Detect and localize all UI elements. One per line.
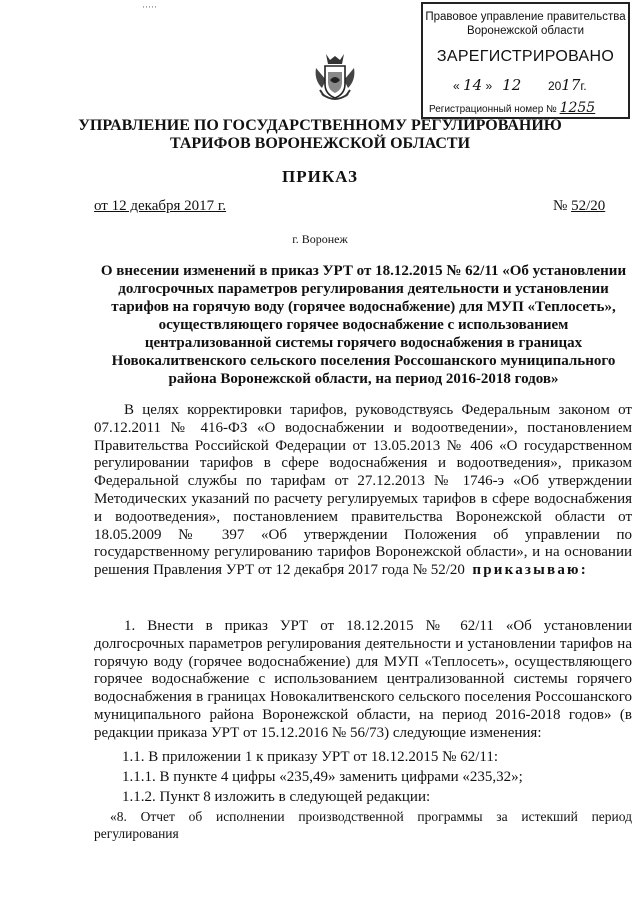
document-number [553,198,605,215]
corner-marks: ····· [142,2,157,12]
stamp-reg-label: Регистрационный номер № [429,104,557,115]
document-number-prefix: № [553,198,572,214]
stamp-date-sep: » [485,79,493,93]
stamp-date-suffix: г. [580,79,587,93]
clause-1-1-1: 1.1.1. В пункте 4 цифры «235,49» заменить цифрами «235,32»; [122,769,523,785]
header-line1: УПРАВЛЕНИЕ ПО ГОСУДАРСТВЕННОМУ РЕГУЛИРОВАНИЮ [78,117,562,134]
stamp-date-year: 17 [561,76,581,94]
clause-1-1: 1.1. В приложении 1 к приказу УРТ от 18.12.2015 № 62/11: [122,749,499,765]
stamp-org-line2: Воронежской области [466,25,585,37]
stamp-registered-label: ЗАРЕГИСТРИРОВАНО [436,48,615,65]
document-city: г. Воронеж [292,232,348,246]
clause-8-paragraph: «8. Отчет об исполнении производственной программы за истекший период регулирования [94,809,632,841]
coat-of-arms-icon [312,50,358,104]
document-date: от 12 декабря 2017 г. [94,198,227,214]
stamp-date-day: 14 [463,76,483,94]
order-command: приказываю: [472,562,588,579]
document-number-value: 52/20 [571,198,606,214]
preamble-paragraph [94,402,632,580]
stamp-reg-number [429,100,595,116]
document-type: ПРИКАЗ [282,167,358,186]
header-line2: ТАРИФОВ ВОРОНЕЖСКОЙ ОБЛАСТИ [169,135,471,152]
preamble-text: В целях корректировки тарифов, руководствуясь Федеральным законом от 07.12.2011 № 416-ФЗ «О водоснабжении и водоотведении», постановлением Правительства Российской Федерации от 13.05.2013 № 406 «О государственном регулировании тарифов в сфере водоснабжения и водоотведения», приказом Федеральной службы по тарифам от 27.12.2013 № 1746-э «Об утверждении Методических указаний по расчету регулируемых тарифов в сфере водоснабжения и водоотведения», постановлением правительства Воронежской области от 18.05.2009 № 397 «Об утверждении Положения об управлении по государственному регулированию тарифов Воронежской области», и на основании решения Правления УРТ от 12 декабря 2017 года № 52/20 [94,402,632,579]
stamp-date-month: 12 [502,76,522,94]
clause-1-paragraph: 1. Внести в приказ УРТ от 18.12.2015 № 62/11 «Об установлении долгосрочных параметров регулирования деятельности и установлении тарифов на горячую воду (горячее водоснабжение) для МУП «Теплосеть», осуществляющего горячее водоснабжение с использованием централизованной системы горячего водоснабжения в границах Новокалитвенского сельского поселения Россошанского муниципального района Воронежской области, на период 2016-2018 годов» (в редакции приказа УРТ от 15.12.2016 № 56/73) следующие изменения: [94,618,632,741]
stamp-date-quote-open: « [453,79,460,93]
clause-1-1-2: 1.1.2. Пункт 8 изложить в следующей редакции: [122,789,431,805]
stamp-date-year-prefix: 20 [547,79,562,93]
document-title: О внесении изменений в приказ УРТ от 18.12.2015 № 62/11 «Об установлении долгосрочных параметров регулирования деятельности и установлении тарифов на горячую воду (горячее водоснабжение) для МУП «Теплосеть», осуществляющего горячее водоснабжение с использованием централизованной системы горячего водоснабжения в границах Новокалитвенского сельского поселения Россошанского муниципального района Воронежской области, на период 2016-2018 годов» [100,263,627,387]
stamp-organization [423,10,628,38]
registration-stamp [421,2,630,119]
stamp-reg-number-value: 1255 [559,100,596,116]
stamp-org-line1: Правовое управление правительства [425,11,626,23]
stamp-date [453,76,623,94]
